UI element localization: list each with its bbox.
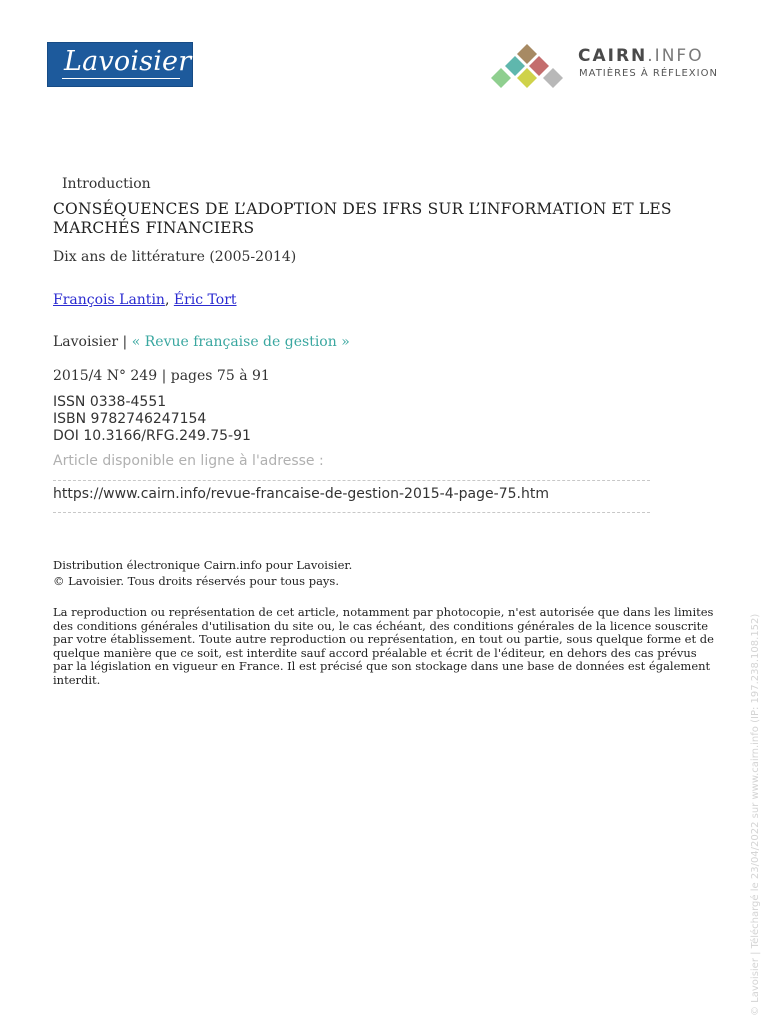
issue-info: 2015/4 N° 249 | pages 75 à 91 [53,368,270,384]
legal-notice: La reproduction ou représentation de cet article, notamment par photocopie, n'est autorisée que dans les limites des conditions générales d'utilisation du site ou, le cas échéant, des conditions générales de la licence souscrite par votre établissement. Toute autre reproduction ou représentation, en tout ou partie, sous quelque forme et de quelque manière que ce soit, est interdite sauf accord préalable et écrit de l'éditeur, en dehors des cas prévus par la législation en vigueur en France. Il est précisé que son stockage dans une base de données est également interdit. [53,605,714,687]
publisher-name: Lavoisier [53,334,119,350]
cairn-tile-bottom-left [491,68,511,88]
cairn-tile-bottom-right [543,68,563,88]
identifiers [53,394,251,445]
article-title: CONSÉQUENCES DE L’ADOPTION DES IFRS SUR L’INFORMATION ET LES MARCHÉS FINANCIERS [53,200,672,237]
divider-top [53,480,650,481]
publisher-logo-underline [62,78,180,79]
article-url[interactable]: https://www.cairn.info/revue-francaise-de-gestion-2015-4-page-75.htm [53,486,549,502]
cairn-logo-wordmark [578,46,704,66]
article-authors [53,292,237,308]
isbn: ISBN 9782746247154 [53,411,207,427]
copyright-line: © Lavoisier. Tous droits réservés pour tous pays. [53,574,339,588]
publisher-logo [47,42,193,87]
distribution-notice [53,557,352,589]
cairn-logo-tagline: MATIÈRES À RÉFLEXION [579,68,718,79]
author-separator: , [164,292,174,308]
publisher-separator: | [118,334,132,350]
article-subtitle: Dix ans de littérature (2005-2014) [53,249,297,265]
publisher-logo-text: Lavoisier [64,46,192,77]
doi: DOI 10.3166/RFG.249.75-91 [53,428,251,444]
article-section: Introduction [62,176,151,192]
author-link[interactable]: François Lantin [53,292,165,308]
journal-link[interactable]: « Revue française de gestion » [131,334,350,350]
cairn-logo-suffix: .INFO [647,46,704,66]
online-availability-label: Article disponible en ligne à l'adresse : [53,453,324,469]
divider-bottom [53,512,650,513]
cairn-logo-mosaic [488,42,566,90]
author-link[interactable]: Éric Tort [173,292,237,308]
issn: ISSN 0338-4551 [53,394,167,410]
publisher-line [53,334,350,350]
download-watermark: © Lavoisier | Téléchargé le 23/04/2022 sur www.cairn.info (IP: 197.238.108.152) [750,613,761,1016]
cairn-logo-name: CAIRN [578,46,648,66]
distribution-line: Distribution électronique Cairn.info pour Lavoisier. [53,558,353,572]
